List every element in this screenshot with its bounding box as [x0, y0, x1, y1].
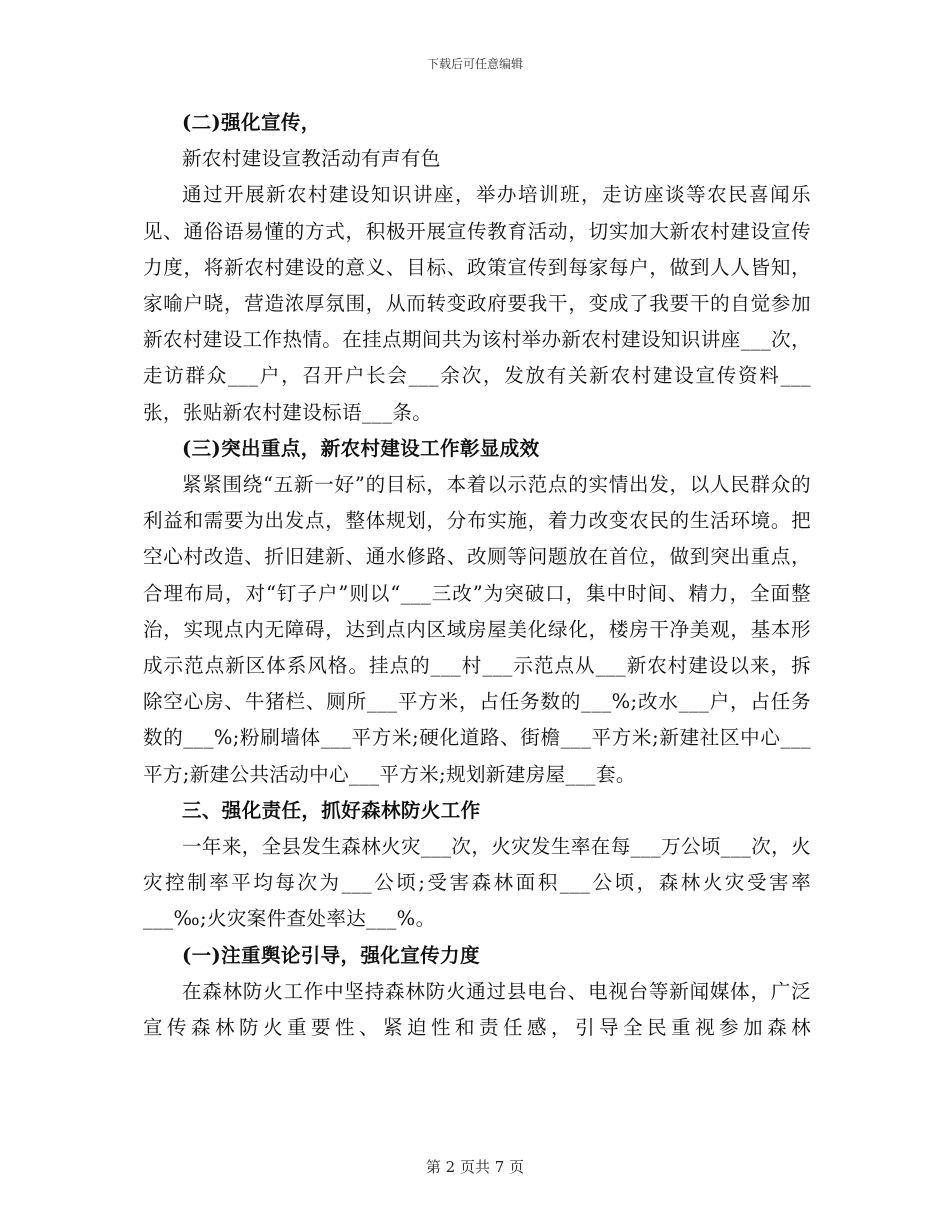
paragraph: 在森林防火工作中坚持森林防火通过县电台、电视台等新闻媒体，广泛宣传森林防火重要性、紧迫性和责任感，引导全民重视参加森林	[143, 979, 811, 1040]
page-header: 下载后可任意编辑	[426, 57, 523, 71]
paragraph: 一年来，全县发生森林火灾___次，火灾发生率在每___万公顷___次，火灾控制率平均每次为___公顷;受害森林面积___公顷，森林火灾受害率___‰;火灾案件查处率达___%。	[143, 835, 811, 931]
paragraph: 紧紧围绕“五新一好”的目标，本着以示范点的实情出发，以人民群众的利益和需要为出发点，整体规划，分布实施，着力改变农民的生活环境。把空心村改造、折旧建新、通水修路、改厕等问题放在首位，做到突出重点，合理布局，对“钉子户”则以“___三改”为突破口，集中时间、精力，全面整治，实现点内无障碍，达到点内区域房屋美化绿化，楼房干净美观，基本形成示范点新区体系风格。挂点的___村___示范点从___新农村建设以来，拆除空心房、牛猪栏、厕所___平方米，占任务数的___%;改水___户，占任务数的___%;粉刷墙体___平方米;硬化道路、街檐___平方米;新建社区中心___平方;新建公共活动中心___平方米;规划新建房屋___套。	[143, 473, 811, 786]
section-heading: (三)突出重点，新农村建设工作彰显成效	[182, 436, 540, 460]
section-heading: 三、强化责任，抓好森林防火工作	[182, 798, 481, 822]
paragraph: 新农村建设宣教活动有声有色	[182, 147, 441, 171]
paragraph: 通过开展新农村建设知识讲座，举办培训班，走访座谈等农民喜闻乐见、通俗语易懂的方式，积极开展宣传教育活动，切实加大新农村建设宣传力度，将新农村建设的意义、目标、政策宣传到每家每户，做到人人皆知，家喻户晓，营造浓厚氛围，从而转变政府要我干，变成了我要干的自觉参加新农村建设工作热情。在挂点期间共为该村举办新农村建设知识讲座___次，走访群众___户，召开户长会___余次，发放有关新农村建设宣传资料___张，张贴新农村建设标语___条。	[143, 183, 811, 424]
page-footer: 第 2 页共 7 页	[425, 1158, 525, 1176]
document-body	[143, 105, 811, 1046]
section-heading: (二)强化宣传，	[182, 111, 321, 134]
section-heading: (一)注重舆论引导，强化宣传力度	[182, 943, 480, 967]
